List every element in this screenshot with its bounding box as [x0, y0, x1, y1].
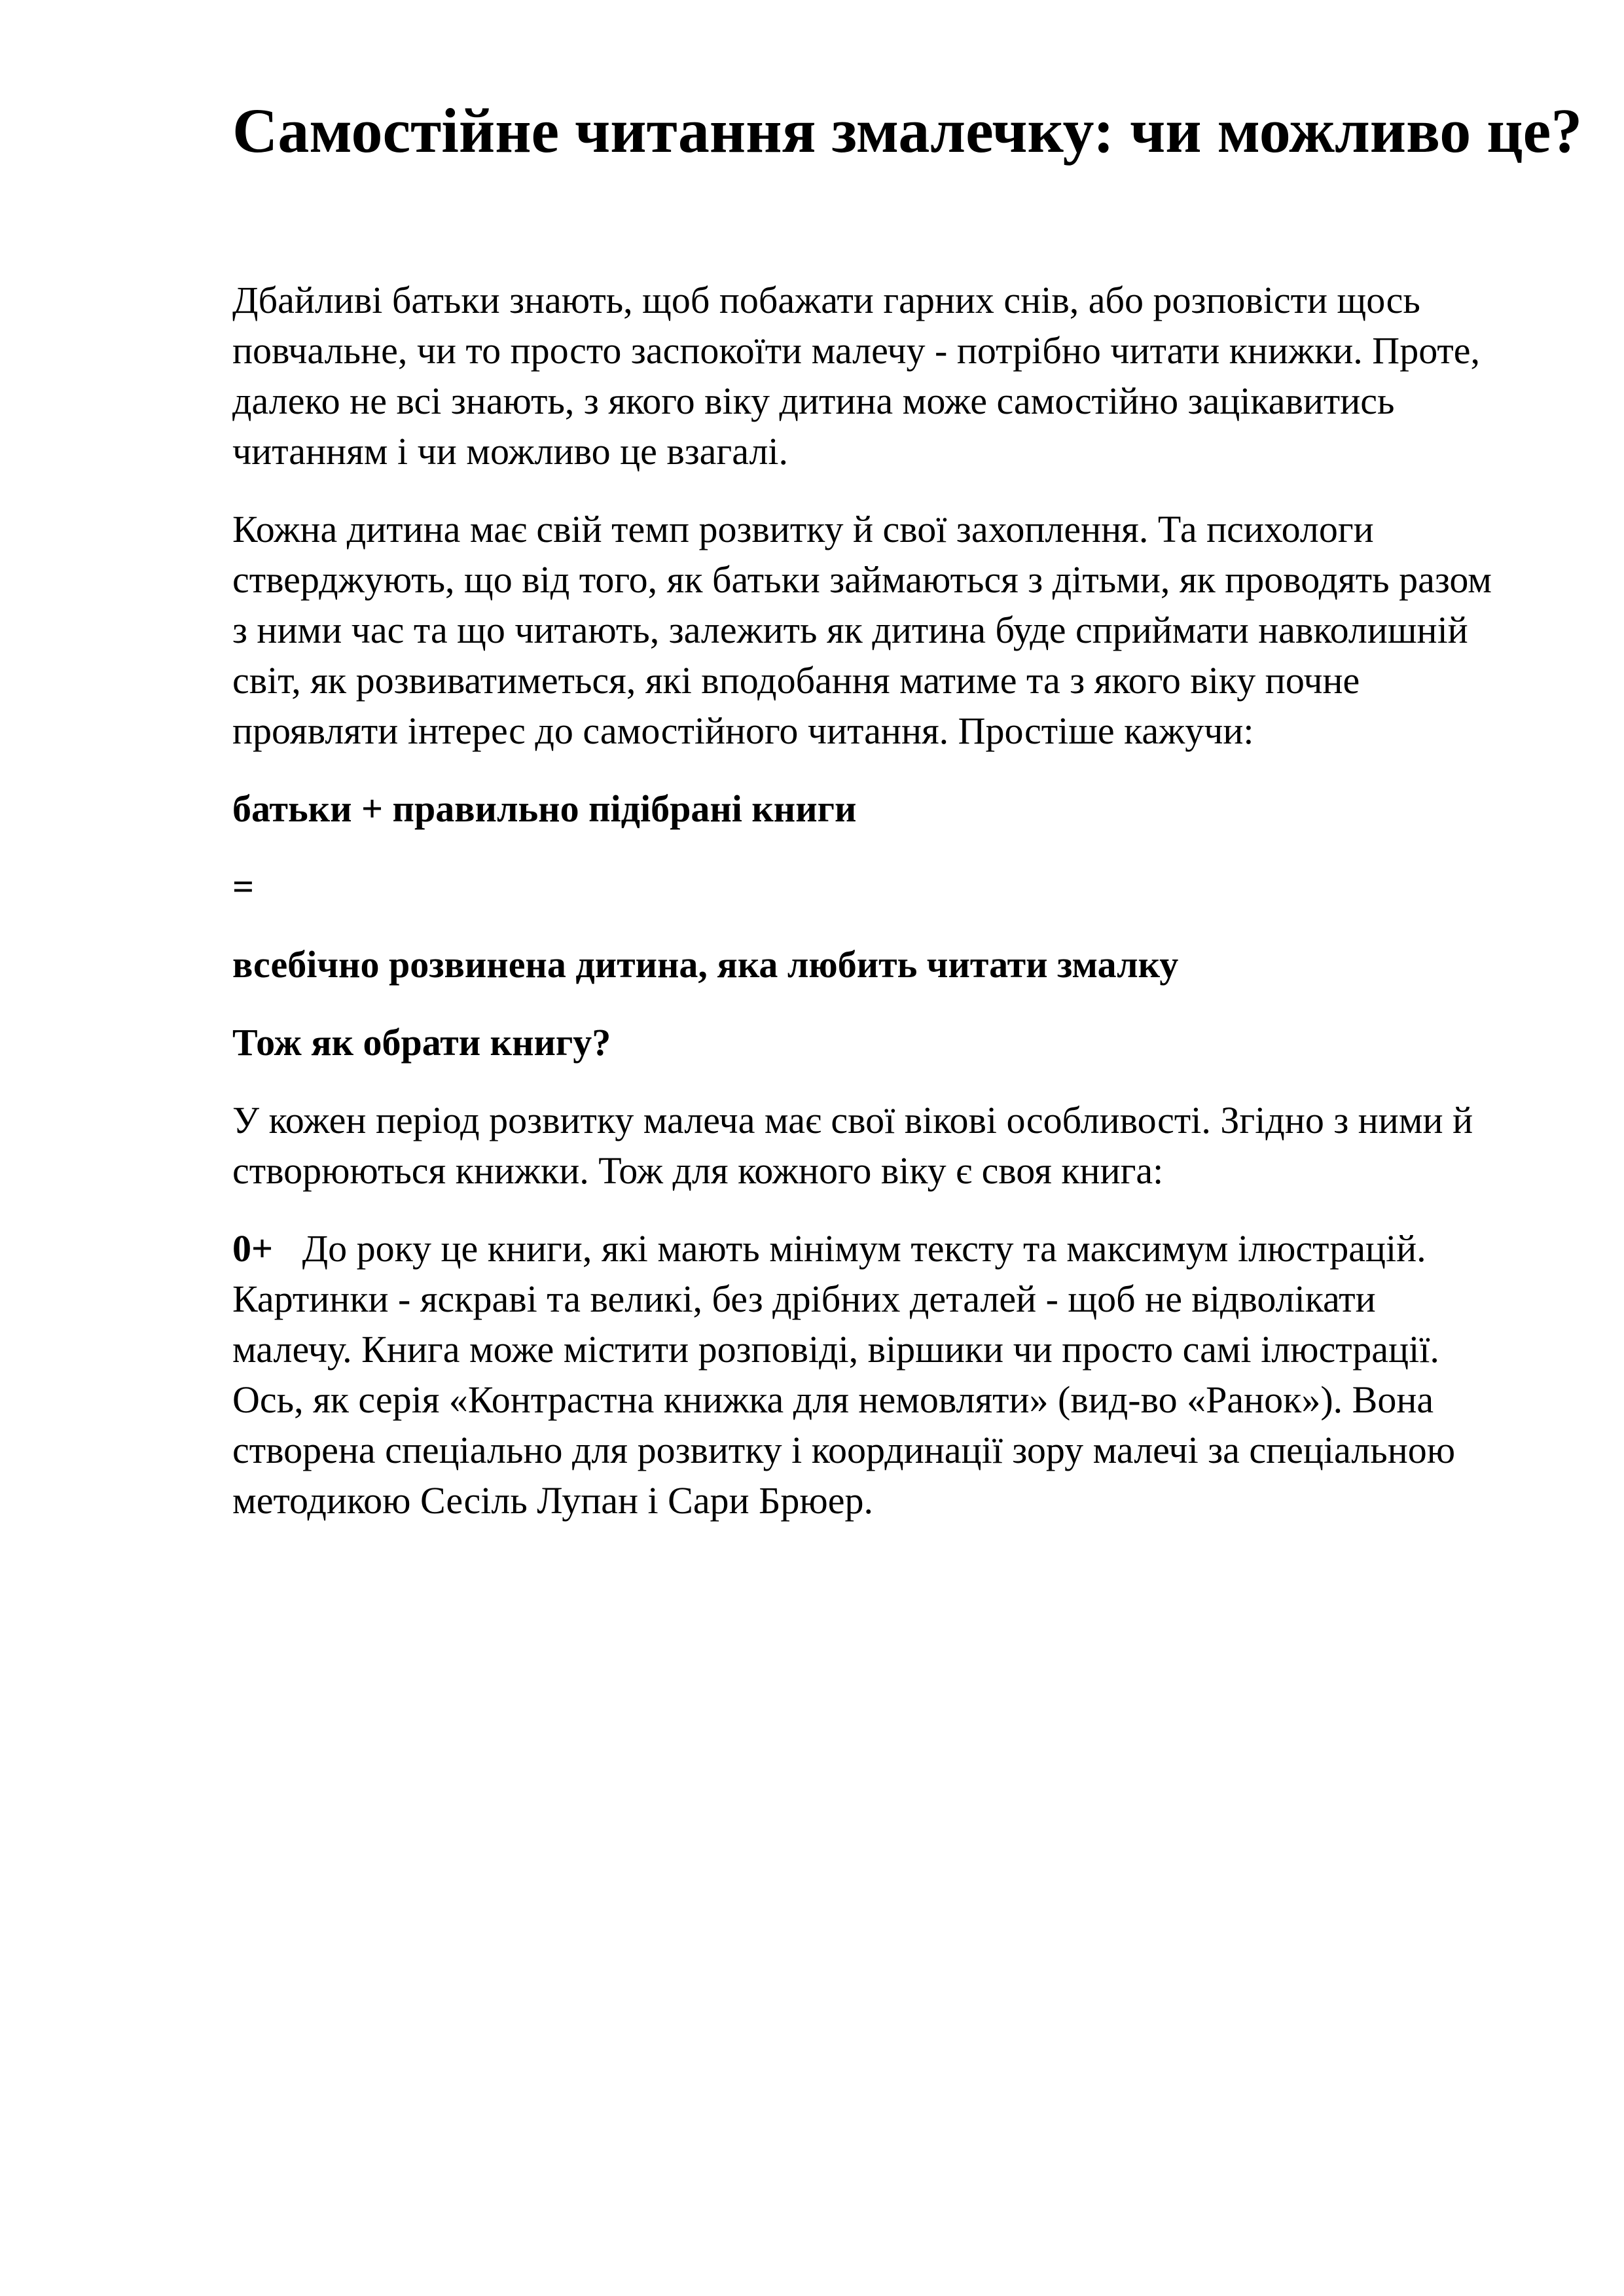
formula-line-result: всебічно розвинена дитина, яка любить читати змалку	[232, 943, 1179, 986]
subheading-how-to-choose-book: Тож як обрати книгу?	[232, 1021, 611, 1064]
paragraph-age-0plus-text: До року це книги, які мають мінімум тексту та максимум ілюстрацій. Картинки - яскраві та великі, без дрібних деталей - щоб не відволікати малечу. Книга може містити розповіді, віршики чи просто самі ілюстрації. Ось, як серія «Контрастна книжка для немовляти» (вид-во «Ранок»). Вона створена спеціально для розвитку і координації зору малечі за спеціальною методикою Сесіль Лупан і Сари Брюер.	[232, 1227, 1456, 1522]
formula-equals-sign: =	[232, 865, 255, 908]
age-0plus-label: 0+	[232, 1227, 274, 1270]
paragraph-age-0plus	[232, 1223, 1493, 1526]
document-content	[232, 0, 1583, 1553]
document-title: Самостійне читання змалечку: чи можливо це?	[232, 96, 1583, 166]
paragraph-psychologists: Кожна дитина має свій темп розвитку й свої захоплення. Та психологи стверджують, що від того, як батьки займаються з дітьми, як проводять разом з ними час та що читають, залежить як дитина буде сприймати навколишній світ, як розвиватиметься, які вподобання матиме та з якого віку почне проявляти інтерес до самостійного читання. Простіше кажучи:	[232, 508, 1492, 752]
formula-line-parents-books: батьки + правильно підібрані книги	[232, 787, 857, 830]
paragraph-age-periods: У кожен період розвитку малеча має свої вікові особливості. Згідно з ними й створюються книжки. Тож для кожного віку є своя книга:	[232, 1099, 1473, 1192]
paragraph-intro: Дбайливі батьки знають, щоб побажати гарних снів, або розповісти щось повчальне, чи то просто заспокоїти малечу - потрібно читати книжки. Проте, далеко не всі знають, з якого віку дитина може самостійно зацікавитись читанням і чи можливо це взагалі.	[232, 279, 1481, 473]
